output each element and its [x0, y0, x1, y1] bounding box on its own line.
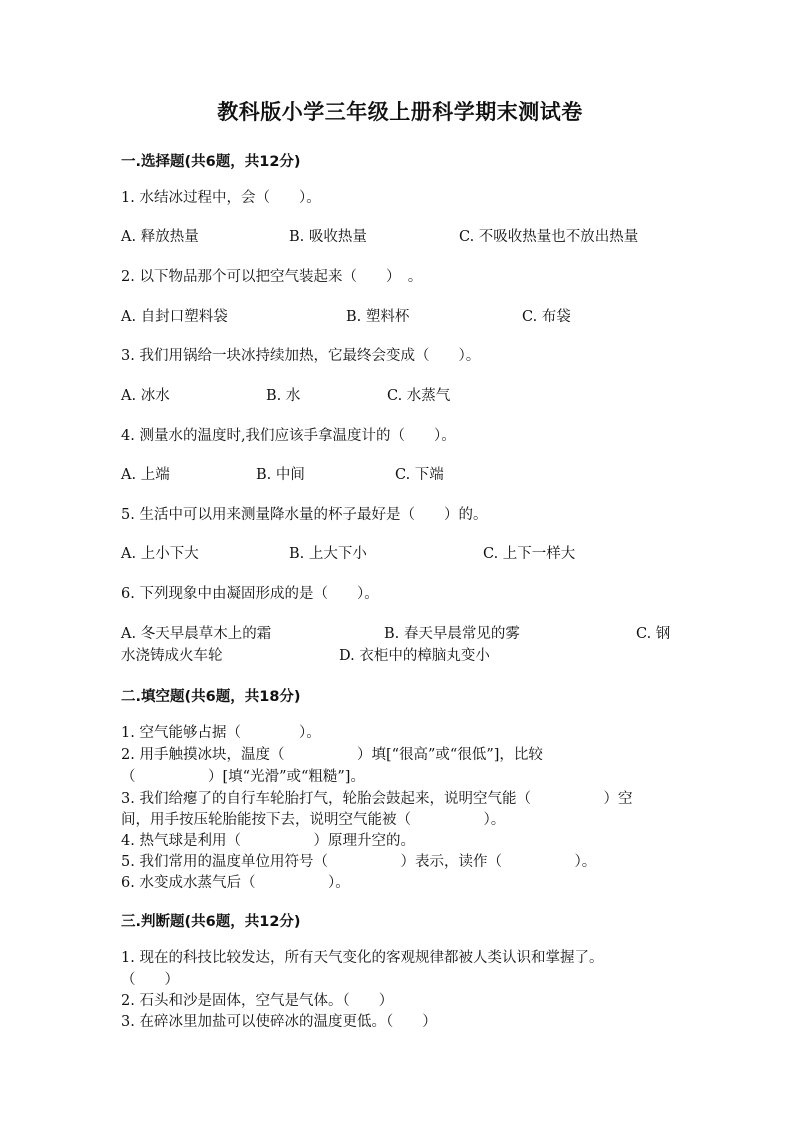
option: B. 春天早晨常见的雾 [384, 626, 520, 642]
option: C. 下端 [395, 467, 444, 483]
option: B. 上大下小 [289, 546, 367, 562]
options-row [121, 624, 681, 644]
option: A. 自封口塑料袋 [121, 309, 228, 325]
option-continued: 水浇铸成火车轮 [121, 648, 223, 664]
option: A. 释放热量 [121, 229, 199, 245]
option: A. 冰水 [121, 388, 170, 404]
option: B. 塑料杯 [346, 309, 410, 325]
question-stem: 5. 生活中可以用来测量降水量的杯子最好是（ ）的。 [121, 507, 488, 523]
question-stem: 1. 水结冰过程中，会（ ）。 [121, 190, 321, 206]
page-title: 教科版小学三年级上册科学期末测试卷 [217, 100, 583, 124]
judge-line: 2. 石头和沙是固体，空气是气体。（ ） [121, 993, 394, 1009]
options-row [121, 465, 681, 485]
option: A. 上端 [121, 467, 170, 483]
section-heading-choice: 一.选择题(共6题，共12分) [121, 154, 301, 170]
question-stem: 6. 下列现象中由凝固形成的是（ ）。 [121, 586, 379, 602]
section-heading-fill: 二.填空题(共6题，共18分) [121, 689, 301, 705]
fill-line: 3. 我们给瘪了的自行车轮胎打气，轮胎会鼓起来，说明空气能（ ）空 [121, 791, 633, 807]
section-heading-judge: 三.判断题(共6题，共12分) [121, 914, 301, 930]
options-row [121, 227, 681, 247]
options-row [121, 386, 681, 406]
option: C. 水蒸气 [387, 388, 451, 404]
judge-line: 3. 在碎冰里加盐可以使碎冰的温度更低。（ ） [121, 1014, 437, 1030]
option: C. 不吸收热量也不放出热量 [459, 229, 639, 245]
fill-line: 2. 用手触摸冰块，温度（ ）填[“很高”或“很低”]，比较 [121, 747, 543, 763]
option: C. 布袋 [522, 309, 571, 325]
option: B. 中间 [256, 467, 305, 483]
fill-line: 1. 空气能够占据（ ）。 [121, 725, 321, 741]
options-row [121, 646, 681, 666]
judge-line: 1. 现在的科技比较发达，所有天气变化的客观规律都被人类认识和掌握了。 [121, 950, 604, 966]
option: A. 冬天早晨草木上的霜 [121, 626, 272, 642]
fill-line: 6. 水变成水蒸气后（ ）。 [121, 875, 350, 891]
option: B. 水 [266, 388, 301, 404]
question-stem: 4. 测量水的温度时,我们应该手拿温度计的（ ）。 [121, 428, 456, 444]
options-row [121, 544, 681, 564]
question-stem: 2. 以下物品那个可以把空气装起来（ ） 。 [121, 269, 423, 285]
options-row [121, 307, 681, 327]
fill-line: （ ）[填“光滑”或“粗糙”]。 [121, 769, 365, 785]
option: C. 上下一样大 [483, 546, 576, 562]
option: C. 钢 [636, 626, 671, 642]
option: B. 吸收热量 [289, 229, 367, 245]
fill-line: 4. 热气球是利用（ ）原理升空的。 [121, 833, 415, 849]
option: A. 上小下大 [121, 546, 199, 562]
option: D. 衣柜中的樟脑丸变小 [339, 648, 490, 664]
question-stem: 3. 我们用锅给一块冰持续加热，它最终会变成（ ）。 [121, 348, 481, 364]
fill-line: 5. 我们常用的温度单位用符号（ ）表示，读作（ ）。 [121, 854, 597, 870]
fill-line: 间，用手按压轮胎能按下去，说明空气能被（ ）。 [121, 812, 506, 828]
judge-line: （ ） [121, 972, 179, 988]
